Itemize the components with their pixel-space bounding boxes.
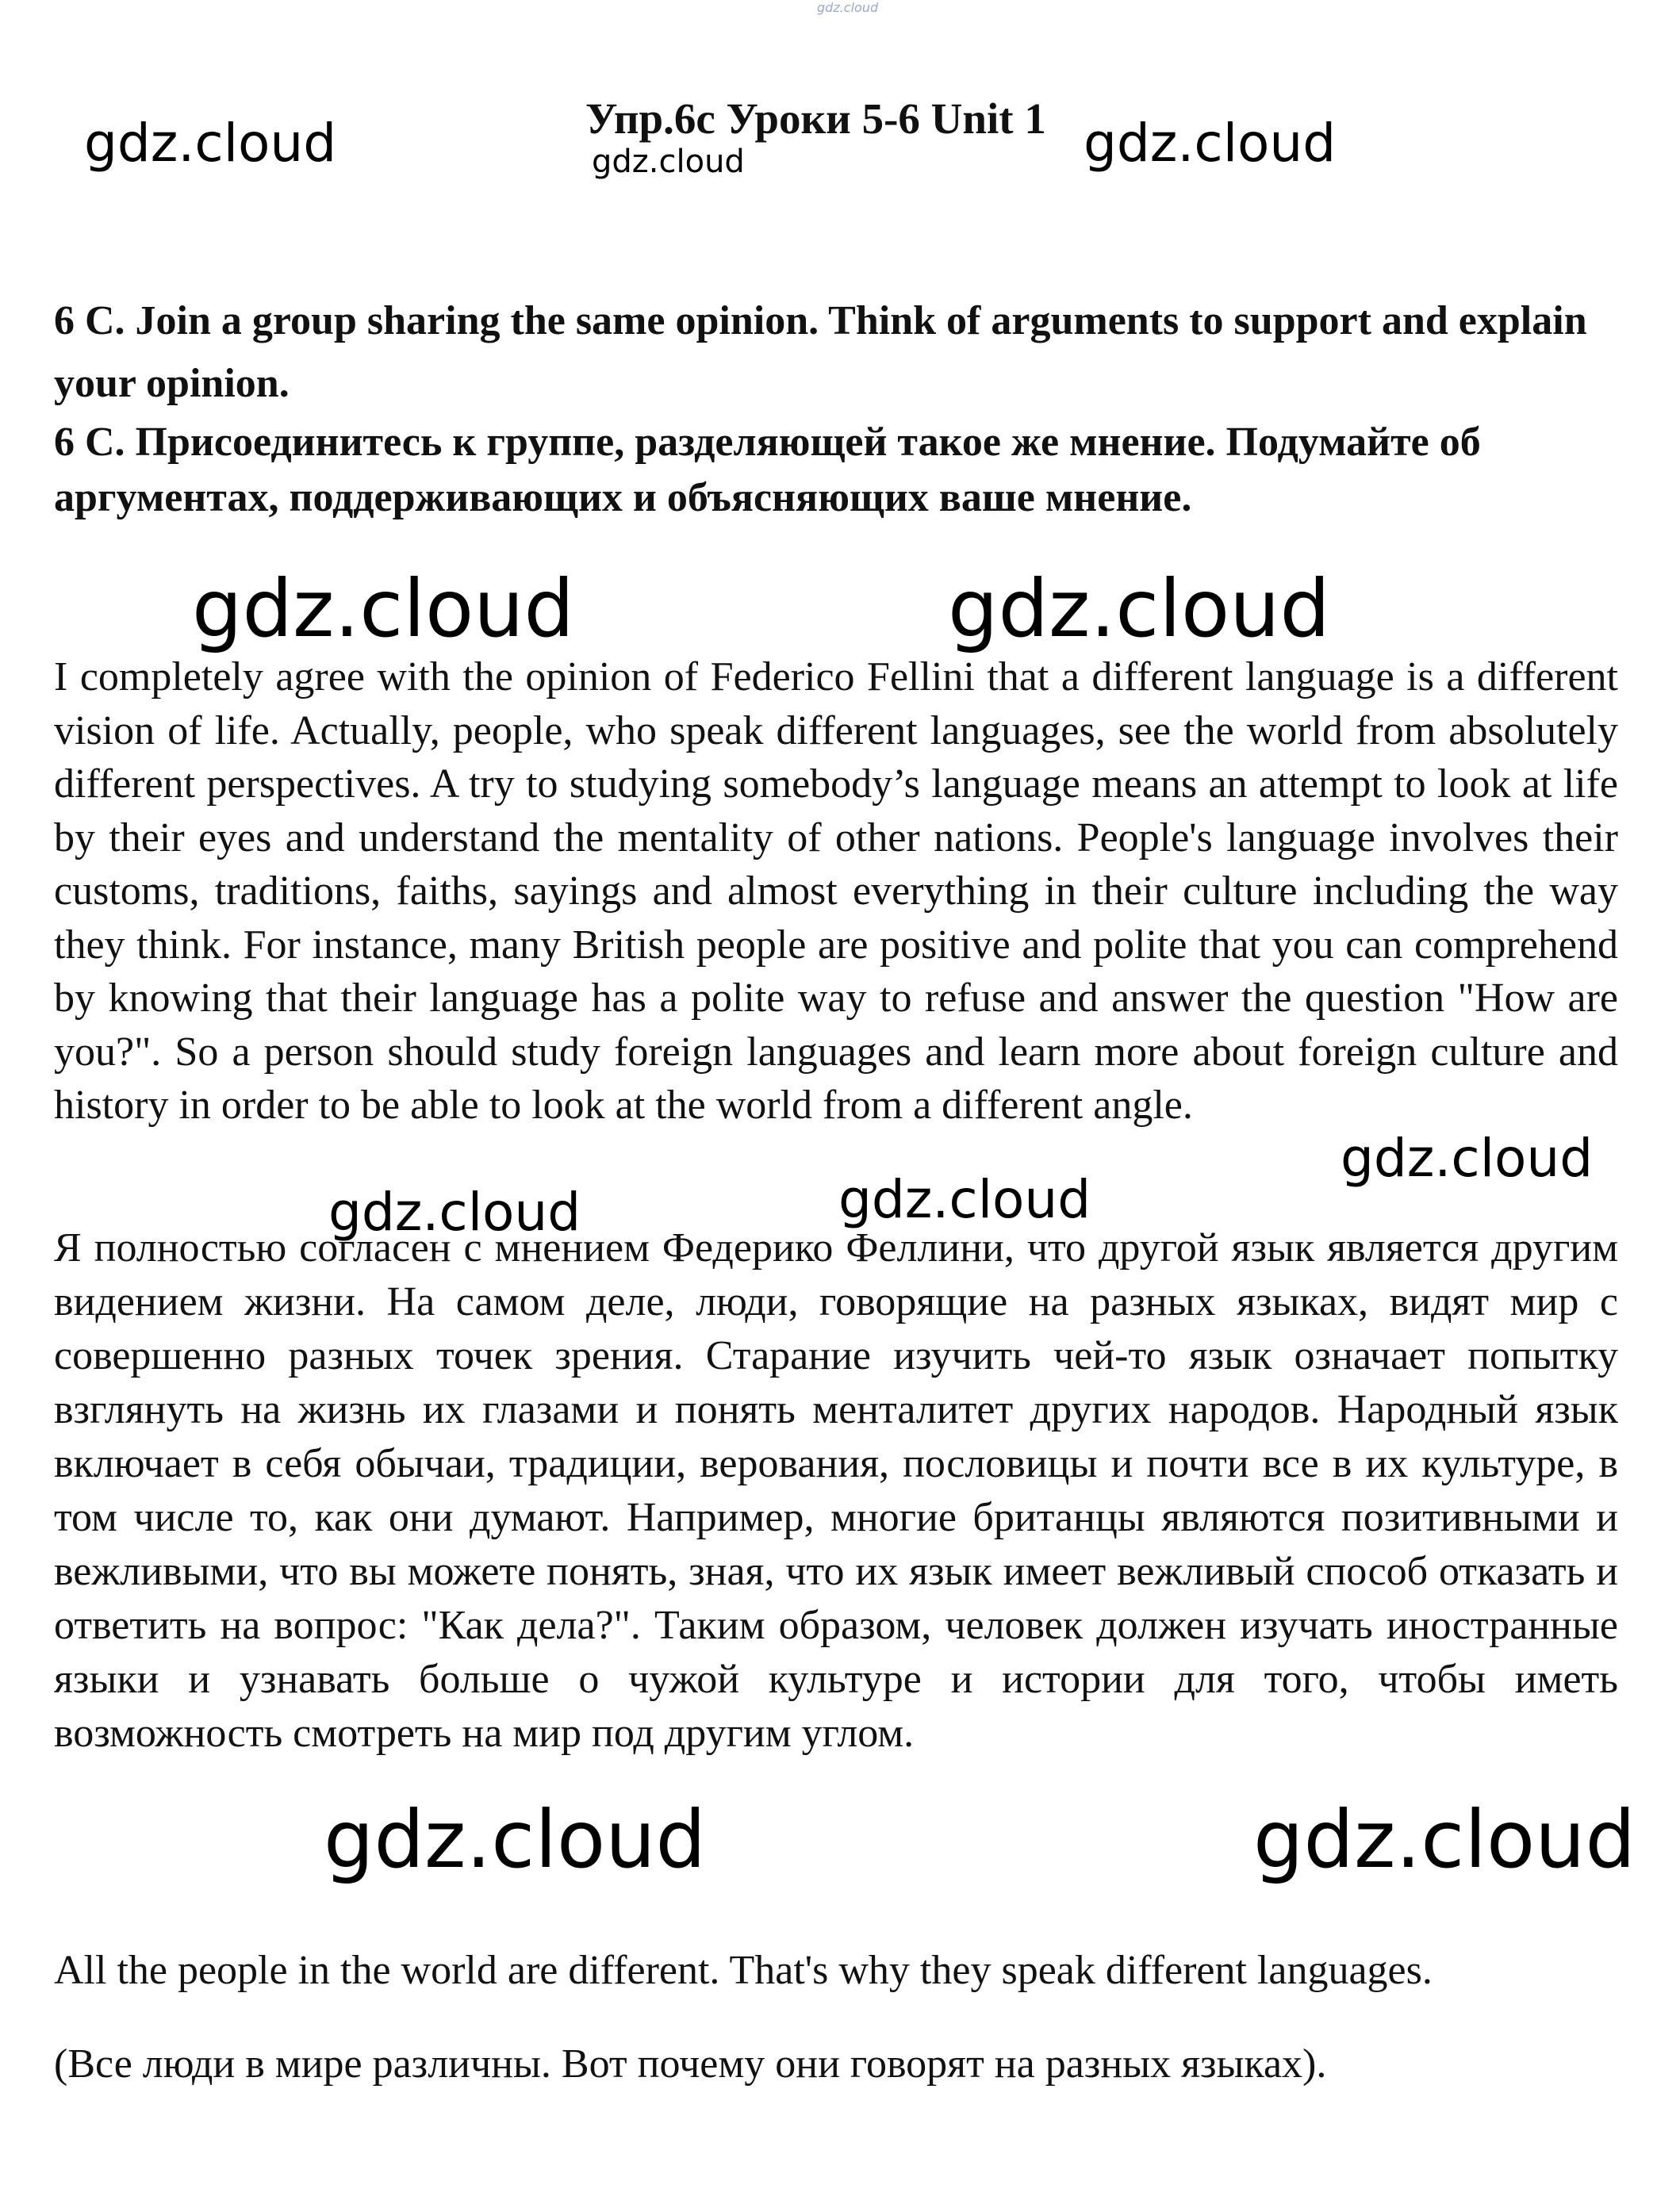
watermark-mid-center: gdz.cloud: [838, 1169, 1091, 1230]
watermark-mid-left: gdz.cloud: [328, 1182, 581, 1243]
watermark-large-4: gdz.cloud: [1253, 1793, 1636, 1886]
watermark-header-small: gdz.cloud: [592, 144, 745, 180]
watermark-large-2: gdz.cloud: [948, 562, 1331, 655]
answer-english: I completely agree with the opinion of Federico Fellini that a different language is a different vision of life. Actually, people, who speak different languages, see the world from absolutely different perspectives. A try to studying somebody’s language means an attempt to look at life by their eyes and understand the mentality of other nations. People's language involves their customs, traditions, faiths, sayings and almost everything in their culture including the way they think. For instance, many British people are positive and polite that you can comprehend by knowing that their language has a polite way to refuse and answer the question "How are you?". So a person should study foreign languages and learn more about foreign culture and history in order to be able to look at the world from a different angle.: [54, 654, 1618, 1128]
task-english: 6 C. Join a group sharing the same opinion. Think of arguments to support and explain your opinion.: [54, 298, 1587, 406]
watermark-large-3: gdz.cloud: [324, 1793, 707, 1886]
page-title: Упр.6с Уроки 5-6 Unit 1: [585, 94, 1046, 143]
extra-english: All the people in the world are different. That's why they speak different languages.: [54, 1948, 1433, 1993]
watermark-mid-right: gdz.cloud: [1341, 1128, 1594, 1189]
task-russian: 6 С. Присоединитесь к группе, разделяющей такое же мнение. Подумайте об аргументах, поддерживающих и объясняющих ваше мнение.: [54, 420, 1481, 520]
watermark-tiny: gdz.cloud: [817, 0, 879, 15]
answer-russian: Я полностью согласен с мнением Федерико Феллини, что другой язык является другим видением жизни. На самом деле, люди, говорящие на разных языках, видят мир с совершенно разных точек зрения. Старание изучить чей-то язык означает попытку взглянуть на жизнь их глазами и понять менталитет других народов. Народный язык включает в себя обычаи, традиции, верования, пословицы и почти все в их культуре, в том числе то, как они думают. Например, многие британцы являются позитивными и вежливыми, что вы можете понять, зная, что их язык имеет вежливый способ отказать и ответить на вопрос: "Как дела?". Таким образом, человек должен изучать иностранные языки и узнавать больше о чужой культуре и истории для того, чтобы иметь возможность смотреть на мир под другим углом.: [54, 1225, 1618, 1756]
watermark-header-left: gdz.cloud: [84, 113, 337, 174]
extra-russian: (Все люди в мире различны. Вот почему они говорят на разных языках).: [54, 2041, 1327, 2087]
watermark-header-right: gdz.cloud: [1084, 113, 1337, 174]
watermark-large-1: gdz.cloud: [192, 562, 575, 655]
